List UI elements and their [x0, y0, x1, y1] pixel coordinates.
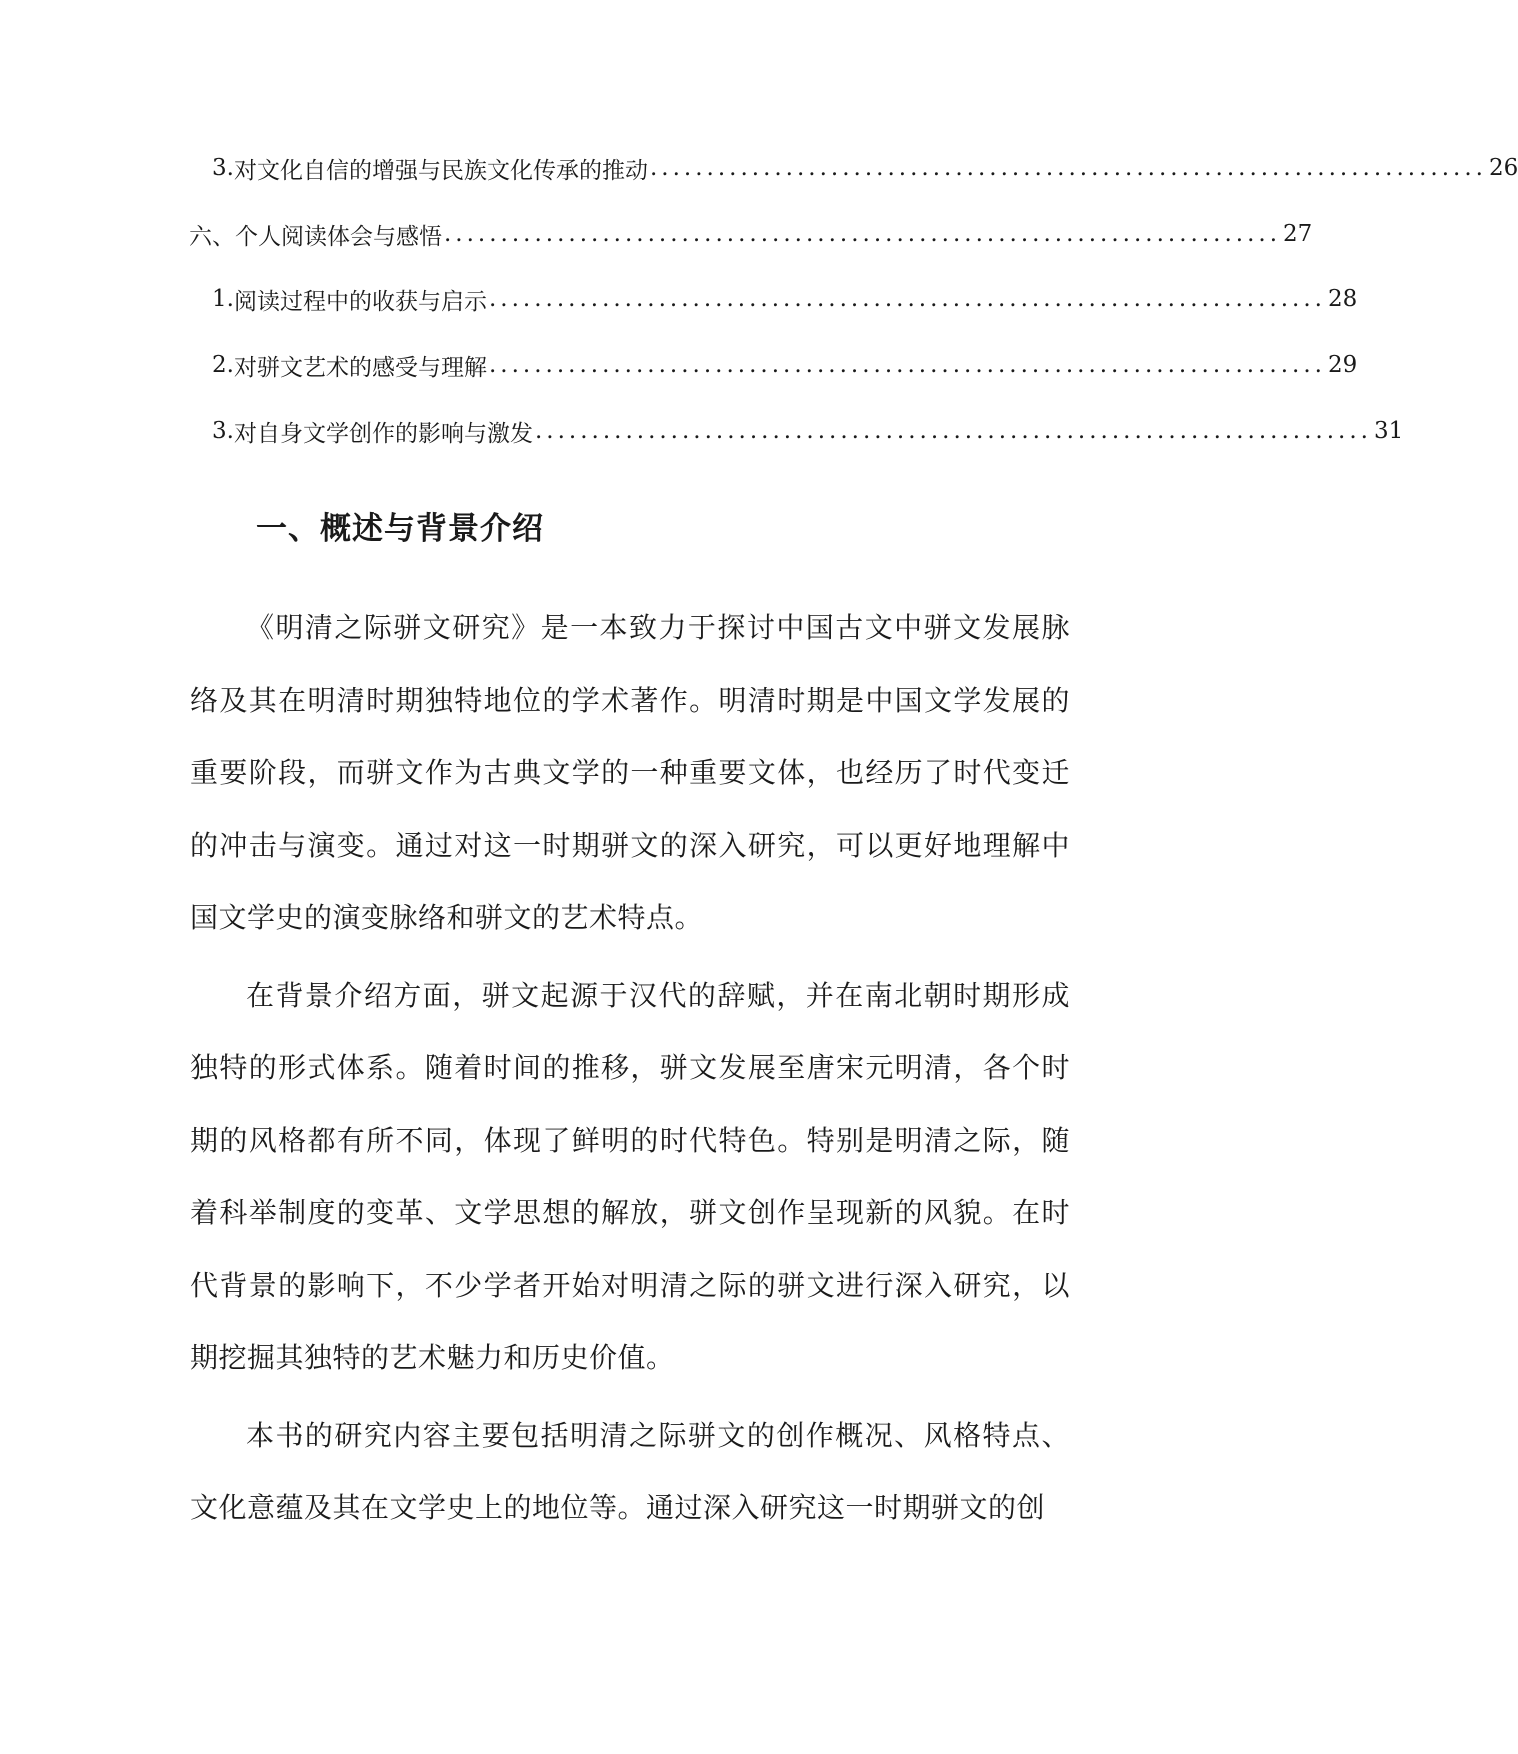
section-body: [190, 592, 1070, 1550]
toc-entry-title: 对文化自信的增强与民族文化传承的推动: [233, 157, 648, 184]
toc-entry-number: 1.: [212, 286, 234, 312]
toc-page-number: 28: [1327, 286, 1358, 312]
paragraph: 在背景介绍方面，骈文起源于汉代的辞赋，并在南北朝时期形成独特的形式体系。随着时间的推移，骈文发展至唐宋元明清，各个时期的风格都有所不同，体现了鲜明的时代特色。特别是明清之际，随着科举制度的变革、文学思想的解放，骈文创作呈现新的风貌。在时代背景的影响下，不少学者开始对明清之际的骈文进行深入研究，以期挖掘其独特的艺术魅力和历史价值。: [190, 978, 1070, 1374]
toc-dot-leader: ..........................................................................: [649, 155, 1487, 181]
toc-entry-title: 六、个人阅读体会与感悟: [189, 223, 442, 250]
toc-dot-leader: ..........................................................................: [488, 286, 1326, 312]
toc-entry[interactable]: [212, 148, 1518, 188]
toc-entry[interactable]: [212, 345, 1358, 385]
toc-entry-number: 3.: [212, 418, 234, 444]
toc-page-number: 29: [1327, 352, 1358, 378]
toc-page-number: 26: [1488, 155, 1518, 181]
toc-dot-leader: ..........................................................................: [534, 418, 1372, 444]
toc-page-number: 31: [1373, 418, 1404, 444]
toc-entry-title: 阅读过程中的收获与启示: [233, 288, 487, 315]
toc-page-number: 27: [1283, 221, 1313, 247]
toc-dot-leader: ..........................................................................: [444, 221, 1282, 247]
section-heading: 一、概述与背景介绍: [256, 511, 544, 547]
toc-entry-number: 3.: [212, 155, 234, 181]
toc-dot-leader: ..........................................................................: [488, 352, 1326, 378]
paragraph: 《明清之际骈文研究》是一本致力于探讨中国古文中骈文发展脉络及其在明清时期独特地位的学术著作。明清时期是中国文学发展的重要阶段，而骈文作为古典文学的一种重要文体，也经历了时代变迁的冲击与演变。通过对这一时期骈文的深入研究，可以更好地理解中国文学史的演变脉络和骈文的艺术特点。: [190, 611, 1070, 934]
toc-entry-number: 2.: [212, 352, 234, 378]
toc-entry[interactable]: [212, 411, 1404, 451]
toc-entry[interactable]: [189, 214, 1313, 254]
toc-entry[interactable]: [212, 279, 1358, 319]
toc-entry-title: 对骈文艺术的感受与理解: [233, 354, 487, 381]
paragraph: 本书的研究内容主要包括明清之际骈文的创作概况、风格特点、文化意蕴及其在文学史上的地位等。通过深入研究这一时期骈文的创: [190, 1418, 1070, 1524]
toc-entry-title: 对自身文学创作的影响与激发: [233, 420, 533, 447]
